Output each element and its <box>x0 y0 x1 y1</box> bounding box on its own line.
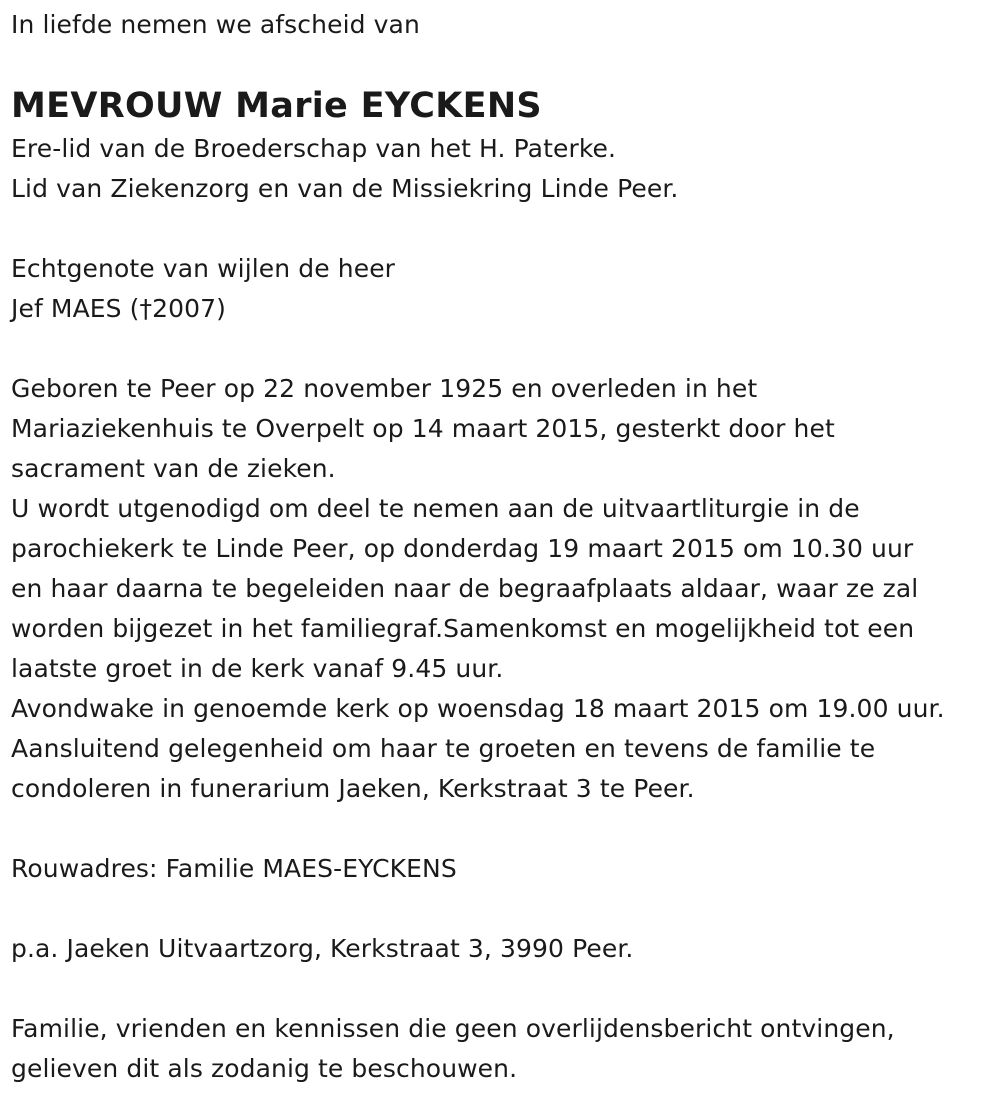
spouse-line: Jef MAES (†2007) <box>11 294 227 323</box>
name-last: EYCKENS <box>360 86 542 126</box>
spouse-line: Echtgenote van wijlen de heer <box>11 254 396 283</box>
spacer <box>11 329 1000 369</box>
details-line: Geboren te Peer op 22 november 1925 en overleden in het <box>11 374 758 403</box>
name-first: Marie <box>235 86 349 126</box>
intro-text: In liefde nemen we afscheid van <box>11 10 420 39</box>
spacer <box>11 209 1000 249</box>
details-line: laatste groet in de kerk vanaf 9.45 uur. <box>11 654 504 683</box>
spacer <box>11 969 1000 1009</box>
details-line: Avondwake in genoemde kerk op woensdag 18 maart 2015 om 19.00 uur. <box>11 694 945 723</box>
name-title: MEVROUW <box>11 86 223 126</box>
membership-line: Lid van Ziekenzorg en van de Missiekring Linde Peer. <box>11 174 679 203</box>
details-line: en haar daarna te begeleiden naar de begraafplaats aldaar, waar ze zal <box>11 574 919 603</box>
details-line: worden bijgezet in het familiegraf.Samenkomst en mogelijkheid tot een <box>11 614 915 643</box>
memberships-block <box>11 129 1000 209</box>
spacer <box>11 889 1000 929</box>
deceased-name <box>11 83 1000 129</box>
closing-line: Familie, vrienden en kennissen die geen overlijdensbericht ontvingen, <box>11 1014 895 1043</box>
details-block <box>11 369 1000 809</box>
details-line: sacrament van de zieken. <box>11 454 336 483</box>
spacer <box>11 809 1000 849</box>
details-line: U wordt utgenodigd om deel te nemen aan de uitvaartliturgie in de <box>11 494 860 523</box>
details-line: condoleren in funerarium Jaeken, Kerkstraat 3 te Peer. <box>11 774 695 803</box>
details-line: Aansluitend gelegenheid om haar te groeten en tevens de familie te <box>11 734 876 763</box>
membership-line: Ere-lid van de Broederschap van het H. Paterke. <box>11 134 617 163</box>
details-line: Mariaziekenhuis te Overpelt op 14 maart 2015, gesterkt door het <box>11 414 835 443</box>
obituary-notice <box>0 5 1000 1115</box>
details-line: parochiekerk te Linde Peer, op donderdag 19 maart 2015 om 10.30 uur <box>11 534 914 563</box>
closing-block <box>11 1009 1000 1089</box>
care-of-address: p.a. Jaeken Uitvaartzorg, Kerkstraat 3, 3990 Peer. <box>11 934 634 963</box>
spouse-block <box>11 249 1000 329</box>
closing-line: gelieven dit als zodanig te beschouwen. <box>11 1054 518 1083</box>
mourning-address: Rouwadres: Familie MAES-EYCKENS <box>11 854 457 883</box>
